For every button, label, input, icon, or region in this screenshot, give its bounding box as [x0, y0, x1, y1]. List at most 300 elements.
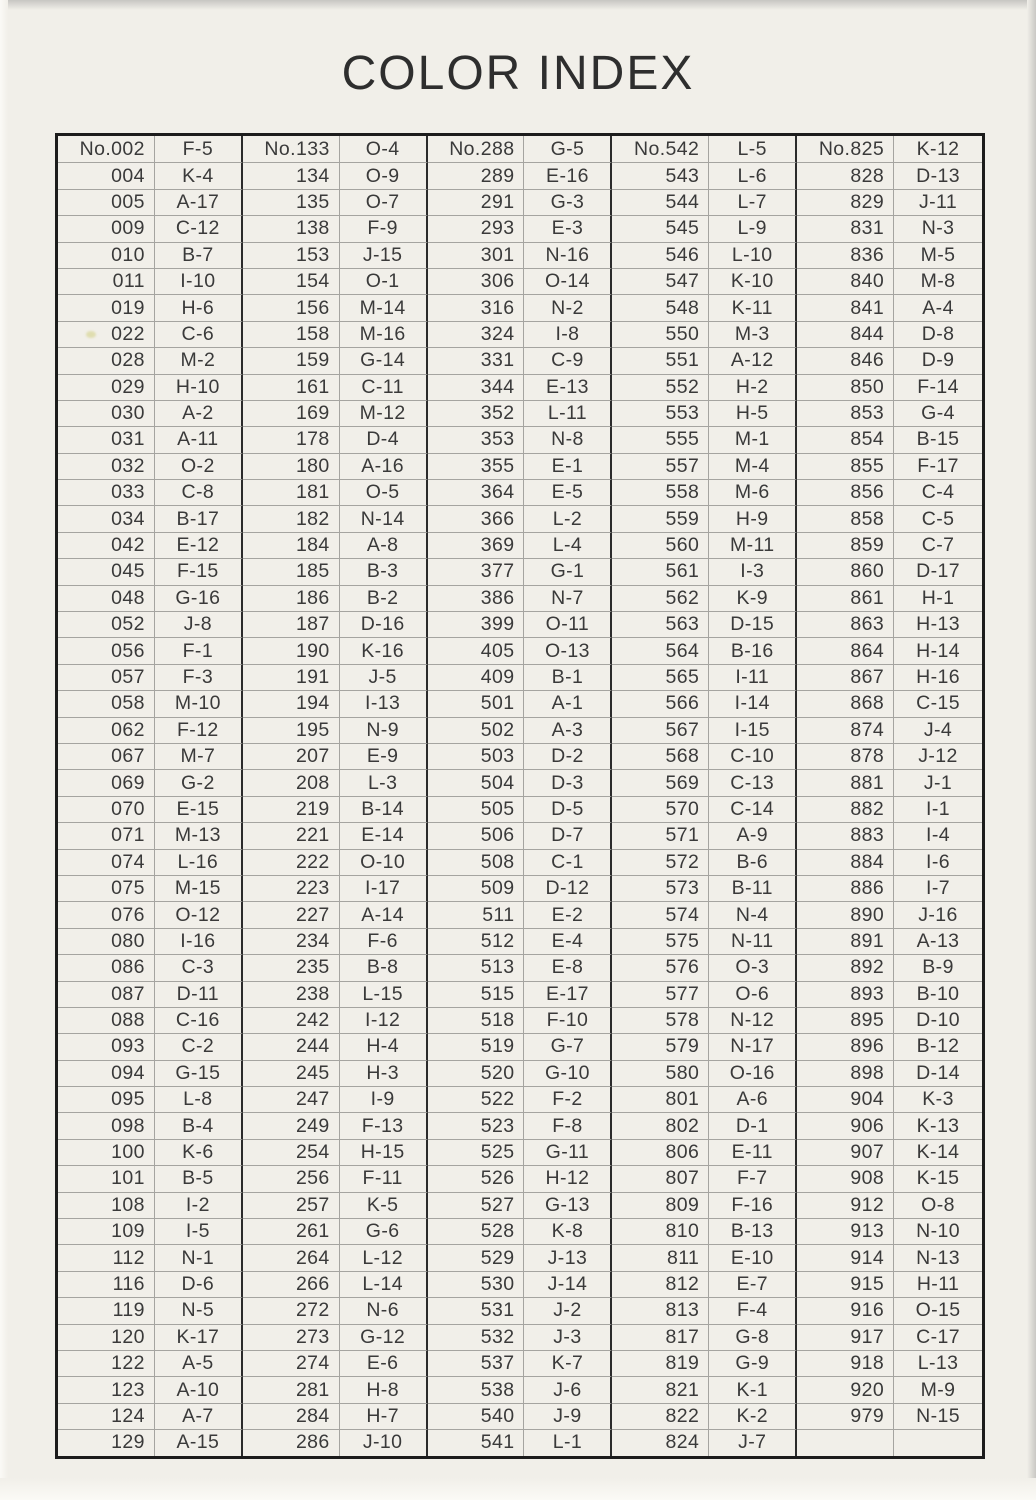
no-cell: 917 — [797, 1324, 894, 1350]
no-cell: 086 — [58, 954, 155, 980]
no-cell: 377 — [428, 558, 525, 584]
no-cell: 908 — [797, 1165, 894, 1191]
no-cell: 186 — [243, 585, 340, 611]
code-cell: M-9 — [894, 1376, 982, 1402]
code-cell: O-3 — [709, 954, 797, 980]
code-cell: A-5 — [155, 1350, 243, 1376]
code-cell: M-15 — [155, 875, 243, 901]
no-cell: 560 — [612, 532, 709, 558]
no-cell: 352 — [428, 400, 525, 426]
no-cell: 540 — [428, 1403, 525, 1429]
code-cell: E-12 — [155, 532, 243, 558]
no-cell: 161 — [243, 374, 340, 400]
code-cell: E-2 — [524, 901, 612, 927]
code-cell: B-9 — [894, 954, 982, 980]
no-cell: 979 — [797, 1403, 894, 1429]
no-cell: 883 — [797, 822, 894, 848]
no-cell: 882 — [797, 796, 894, 822]
no-cell: 033 — [58, 479, 155, 505]
no-cell: 070 — [58, 796, 155, 822]
code-cell: F-5 — [155, 136, 243, 162]
no-cell: 531 — [428, 1297, 525, 1323]
code-cell: F-7 — [709, 1165, 797, 1191]
no-cell: 546 — [612, 242, 709, 268]
no-cell: 541 — [428, 1429, 525, 1455]
no-cell: 386 — [428, 585, 525, 611]
code-cell: J-5 — [340, 664, 428, 690]
no-cell: 184 — [243, 532, 340, 558]
no-cell: 523 — [428, 1112, 525, 1138]
code-cell: I-9 — [340, 1086, 428, 1112]
no-cell: 366 — [428, 505, 525, 531]
no-cell: 916 — [797, 1297, 894, 1323]
no-cell: 245 — [243, 1060, 340, 1086]
no-cell: 075 — [58, 875, 155, 901]
code-cell: J-11 — [894, 189, 982, 215]
code-cell: A-4 — [894, 294, 982, 320]
no-cell: 854 — [797, 426, 894, 452]
code-cell: F-17 — [894, 453, 982, 479]
no-cell: 564 — [612, 637, 709, 663]
no-cell: 855 — [797, 453, 894, 479]
code-cell: M-5 — [894, 242, 982, 268]
no-cell: 505 — [428, 796, 525, 822]
no-cell: 178 — [243, 426, 340, 452]
code-cell: D-16 — [340, 611, 428, 637]
code-cell: C-9 — [524, 347, 612, 373]
no-cell: 134 — [243, 162, 340, 188]
no-cell: 512 — [428, 928, 525, 954]
code-cell: N-6 — [340, 1297, 428, 1323]
code-cell: D-13 — [894, 162, 982, 188]
code-cell: K-9 — [709, 585, 797, 611]
code-cell: D-3 — [524, 769, 612, 795]
code-cell: L-6 — [709, 162, 797, 188]
no-cell: 577 — [612, 981, 709, 1007]
no-cell: 570 — [612, 796, 709, 822]
code-cell: G-3 — [524, 189, 612, 215]
no-cell: 898 — [797, 1060, 894, 1086]
no-cell: 817 — [612, 1324, 709, 1350]
code-cell: A-16 — [340, 453, 428, 479]
code-cell: K-15 — [894, 1165, 982, 1191]
no-cell: 005 — [58, 189, 155, 215]
code-cell: G-5 — [524, 136, 612, 162]
no-cell: 095 — [58, 1086, 155, 1112]
code-cell: J-13 — [524, 1244, 612, 1270]
code-cell: N-4 — [709, 901, 797, 927]
code-cell: O-9 — [340, 162, 428, 188]
no-cell: 234 — [243, 928, 340, 954]
no-cell: 518 — [428, 1007, 525, 1033]
code-cell: C-8 — [155, 479, 243, 505]
code-cell: C-15 — [894, 690, 982, 716]
code-cell: B-3 — [340, 558, 428, 584]
code-cell: A-2 — [155, 400, 243, 426]
no-cell: 254 — [243, 1139, 340, 1165]
no-cell: 558 — [612, 479, 709, 505]
no-cell: 841 — [797, 294, 894, 320]
code-cell: E-15 — [155, 796, 243, 822]
no-cell: 860 — [797, 558, 894, 584]
code-cell: G-14 — [340, 347, 428, 373]
no-cell: 032 — [58, 453, 155, 479]
no-cell: 116 — [58, 1271, 155, 1297]
no-cell: 272 — [243, 1297, 340, 1323]
no-cell: 513 — [428, 954, 525, 980]
code-cell: J-15 — [340, 242, 428, 268]
code-cell: H-10 — [155, 374, 243, 400]
code-cell: E-13 — [524, 374, 612, 400]
no-cell: 274 — [243, 1350, 340, 1376]
code-cell: A-11 — [155, 426, 243, 452]
no-cell: 578 — [612, 1007, 709, 1033]
no-cell: 508 — [428, 849, 525, 875]
code-cell: E-7 — [709, 1271, 797, 1297]
code-cell: O-2 — [155, 453, 243, 479]
code-cell: D-5 — [524, 796, 612, 822]
no-cell: 840 — [797, 268, 894, 294]
code-cell: J-10 — [340, 1429, 428, 1455]
code-cell: A-7 — [155, 1403, 243, 1429]
no-cell: 913 — [797, 1218, 894, 1244]
no-cell: 550 — [612, 321, 709, 347]
code-cell: E-16 — [524, 162, 612, 188]
code-cell: B-4 — [155, 1112, 243, 1138]
code-cell: N-15 — [894, 1403, 982, 1429]
no-cell: 912 — [797, 1192, 894, 1218]
code-cell: C-3 — [155, 954, 243, 980]
no-cell: 158 — [243, 321, 340, 347]
no-cell: 530 — [428, 1271, 525, 1297]
code-cell: G-8 — [709, 1324, 797, 1350]
no-cell: 124 — [58, 1403, 155, 1429]
code-cell: F-4 — [709, 1297, 797, 1323]
no-cell: 187 — [243, 611, 340, 637]
code-cell: A-9 — [709, 822, 797, 848]
code-cell: L-3 — [340, 769, 428, 795]
no-cell: 810 — [612, 1218, 709, 1244]
code-cell: A-17 — [155, 189, 243, 215]
no-cell: 098 — [58, 1112, 155, 1138]
code-cell: M-3 — [709, 321, 797, 347]
code-cell: H-13 — [894, 611, 982, 637]
no-cell: 501 — [428, 690, 525, 716]
no-cell: 019 — [58, 294, 155, 320]
code-cell: D-8 — [894, 321, 982, 347]
code-cell: C-14 — [709, 796, 797, 822]
no-cell: 580 — [612, 1060, 709, 1086]
code-cell: N-3 — [894, 215, 982, 241]
no-cell: 291 — [428, 189, 525, 215]
no-cell: 257 — [243, 1192, 340, 1218]
code-cell: K-5 — [340, 1192, 428, 1218]
code-cell: N-17 — [709, 1033, 797, 1059]
code-cell: G-6 — [340, 1218, 428, 1244]
code-cell: N-9 — [340, 717, 428, 743]
no-cell: 181 — [243, 479, 340, 505]
code-cell: B-12 — [894, 1033, 982, 1059]
code-cell: H-3 — [340, 1060, 428, 1086]
code-cell: L-16 — [155, 849, 243, 875]
code-cell: H-12 — [524, 1165, 612, 1191]
no-cell: 574 — [612, 901, 709, 927]
no-cell: 071 — [58, 822, 155, 848]
no-cell: 409 — [428, 664, 525, 690]
code-cell: G-4 — [894, 400, 982, 426]
code-cell: L-12 — [340, 1244, 428, 1270]
code-cell: E-6 — [340, 1350, 428, 1376]
code-cell: I-17 — [340, 875, 428, 901]
no-cell: 221 — [243, 822, 340, 848]
no-cell: 223 — [243, 875, 340, 901]
code-cell: D-9 — [894, 347, 982, 373]
code-cell: B-8 — [340, 954, 428, 980]
no-cell: 850 — [797, 374, 894, 400]
no-cell: 109 — [58, 1218, 155, 1244]
code-cell: E-14 — [340, 822, 428, 848]
code-cell: F-3 — [155, 664, 243, 690]
no-cell: 551 — [612, 347, 709, 373]
code-cell: K-16 — [340, 637, 428, 663]
no-cell: 067 — [58, 743, 155, 769]
code-cell: O-1 — [340, 268, 428, 294]
no-cell: 355 — [428, 453, 525, 479]
code-cell: F-9 — [340, 215, 428, 241]
code-cell: E-9 — [340, 743, 428, 769]
code-cell: N-16 — [524, 242, 612, 268]
no-cell: 324 — [428, 321, 525, 347]
no-cell: 579 — [612, 1033, 709, 1059]
code-cell: H-1 — [894, 585, 982, 611]
no-cell: 544 — [612, 189, 709, 215]
code-cell: L-10 — [709, 242, 797, 268]
code-cell: I-1 — [894, 796, 982, 822]
code-cell: K-12 — [916, 137, 960, 160]
no-cell: 088 — [58, 1007, 155, 1033]
code-cell: G-9 — [709, 1350, 797, 1376]
code-cell: G-2 — [155, 769, 243, 795]
no-cell: 553 — [612, 400, 709, 426]
code-cell: D-1 — [709, 1112, 797, 1138]
code-cell: O-15 — [894, 1297, 982, 1323]
code-cell: C-16 — [155, 1007, 243, 1033]
no-cell: 182 — [243, 505, 340, 531]
scan-edge-bottom — [0, 1478, 1036, 1500]
no-cell: 891 — [797, 928, 894, 954]
no-cell: 563 — [612, 611, 709, 637]
no-cell: 557 — [612, 453, 709, 479]
code-cell: A-10 — [155, 1376, 243, 1402]
no-cell: 809 — [612, 1192, 709, 1218]
code-cell: D-10 — [894, 1007, 982, 1033]
no-cell: 289 — [428, 162, 525, 188]
code-cell: L-7 — [709, 189, 797, 215]
code-cell: K-17 — [155, 1324, 243, 1350]
no-cell: 881 — [797, 769, 894, 795]
no-cell: 281 — [243, 1376, 340, 1402]
no-cell: 528 — [428, 1218, 525, 1244]
code-cell: I-13 — [340, 690, 428, 716]
code-cell: H-9 — [709, 505, 797, 531]
no-cell: 022 — [58, 321, 155, 347]
code-cell: H-16 — [894, 664, 982, 690]
no-cell: 836 — [797, 242, 894, 268]
no-cell: 123 — [58, 1376, 155, 1402]
no-cell: 093 — [58, 1033, 155, 1059]
no-cell: 831 — [797, 215, 894, 241]
no-cell: 562 — [612, 585, 709, 611]
no-cell: 506 — [428, 822, 525, 848]
no-cell: 119 — [58, 1297, 155, 1323]
code-cell: M-14 — [340, 294, 428, 320]
no-cell: 222 — [243, 849, 340, 875]
code-cell: H-5 — [709, 400, 797, 426]
code-cell: L-4 — [524, 532, 612, 558]
code-cell: L-5 — [709, 136, 797, 162]
no-cell: 261 — [243, 1218, 340, 1244]
no-cell: 138 — [243, 215, 340, 241]
code-cell: K-8 — [524, 1218, 612, 1244]
code-cell: M-13 — [155, 822, 243, 848]
code-cell: N-5 — [155, 1297, 243, 1323]
no-cell: 555 — [612, 426, 709, 452]
code-cell: L-8 — [155, 1086, 243, 1112]
no-cell: 069 — [58, 769, 155, 795]
code-cell: I-11 — [709, 664, 797, 690]
code-cell: C-10 — [709, 743, 797, 769]
no-cell: 207 — [243, 743, 340, 769]
code-cell: J-1 — [894, 769, 982, 795]
no-cell: 087 — [58, 981, 155, 1007]
no-cell: 194 — [243, 690, 340, 716]
code-cell: O-13 — [524, 637, 612, 663]
code-cell: F-1 — [155, 637, 243, 663]
code-cell: M-7 — [155, 743, 243, 769]
code-cell: I-8 — [524, 321, 612, 347]
no-cell: 813 — [612, 1297, 709, 1323]
no-cell: 829 — [797, 189, 894, 215]
scan-edge-left — [0, 0, 8, 1500]
no-cell: 559 — [612, 505, 709, 531]
code-cell: E-10 — [709, 1244, 797, 1270]
no-cell: 185 — [243, 558, 340, 584]
code-cell: D-7 — [524, 822, 612, 848]
no-cell: 028 — [58, 347, 155, 373]
code-cell: O-12 — [155, 901, 243, 927]
no-cell: 120 — [58, 1324, 155, 1350]
code-cell: H-2 — [709, 374, 797, 400]
no-cell: 029 — [58, 374, 155, 400]
no-cell: 567 — [612, 717, 709, 743]
no-cell: 273 — [243, 1324, 340, 1350]
code-cell: J-6 — [524, 1376, 612, 1402]
code-cell: H-8 — [340, 1376, 428, 1402]
no-cell: 094 — [58, 1060, 155, 1086]
code-cell: E-17 — [524, 981, 612, 1007]
no-cell: 247 — [243, 1086, 340, 1112]
no-cell: No.542 — [612, 136, 709, 162]
code-cell: K-4 — [155, 162, 243, 188]
no-cell: 572 — [612, 849, 709, 875]
code-cell: B-11 — [709, 875, 797, 901]
no-cell: 920 — [797, 1376, 894, 1402]
no-cell: 884 — [797, 849, 894, 875]
no-cell: 190 — [243, 637, 340, 663]
no-cell: 306 — [428, 268, 525, 294]
code-cell: B-10 — [894, 981, 982, 1007]
no-cell: 569 — [612, 769, 709, 795]
no-cell: 242 — [243, 1007, 340, 1033]
code-cell — [894, 1429, 982, 1455]
code-cell: A-8 — [340, 532, 428, 558]
no-cell — [797, 1429, 894, 1455]
no-cell: 867 — [797, 664, 894, 690]
no-cell: 874 — [797, 717, 894, 743]
no-cell: 238 — [243, 981, 340, 1007]
no-cell: 914 — [797, 1244, 894, 1270]
code-cell: E-8 — [524, 954, 612, 980]
scan-speck — [86, 331, 96, 338]
no-cell: 802 — [612, 1112, 709, 1138]
no-cell: 868 — [797, 690, 894, 716]
no-cell: 519 — [428, 1033, 525, 1059]
no-cell: 009 — [58, 215, 155, 241]
code-cell: L-11 — [524, 400, 612, 426]
code-cell: B-7 — [155, 242, 243, 268]
code-cell: L-13 — [894, 1350, 982, 1376]
code-cell: J-14 — [524, 1271, 612, 1297]
no-cell: 399 — [428, 611, 525, 637]
no-cell: 052 — [58, 611, 155, 637]
no-cell: 571 — [612, 822, 709, 848]
no-cell: 030 — [58, 400, 155, 426]
no-cell: 907 — [797, 1139, 894, 1165]
no-cell: 159 — [243, 347, 340, 373]
code-cell: G-13 — [524, 1192, 612, 1218]
code-cell: B-13 — [709, 1218, 797, 1244]
code-cell: N-13 — [894, 1244, 982, 1270]
no-cell: 195 — [243, 717, 340, 743]
code-cell: O-4 — [340, 136, 428, 162]
code-cell: J-7 — [709, 1429, 797, 1455]
code-cell: J-3 — [524, 1324, 612, 1350]
no-cell: 011 — [58, 268, 155, 294]
no-cell: 915 — [797, 1271, 894, 1297]
code-cell: F-6 — [340, 928, 428, 954]
code-cell: B-17 — [155, 505, 243, 531]
code-cell: K-11 — [709, 294, 797, 320]
code-cell: L-9 — [709, 215, 797, 241]
no-cell: 301 — [428, 242, 525, 268]
no-cell: 100 — [58, 1139, 155, 1165]
no-cell: 515 — [428, 981, 525, 1007]
code-cell: B-1 — [524, 664, 612, 690]
code-cell: A-3 — [524, 717, 612, 743]
no-cell: 527 — [428, 1192, 525, 1218]
no-cell: 822 — [612, 1403, 709, 1429]
code-cell: O-5 — [340, 479, 428, 505]
no-cell: 509 — [428, 875, 525, 901]
no-cell: 502 — [428, 717, 525, 743]
no-cell: 806 — [612, 1139, 709, 1165]
code-cell: M-4 — [709, 453, 797, 479]
code-cell: J-8 — [155, 611, 243, 637]
code-cell: I-12 — [340, 1007, 428, 1033]
code-cell: D-6 — [155, 1271, 243, 1297]
code-cell: D-4 — [340, 426, 428, 452]
code-cell: C-1 — [524, 849, 612, 875]
